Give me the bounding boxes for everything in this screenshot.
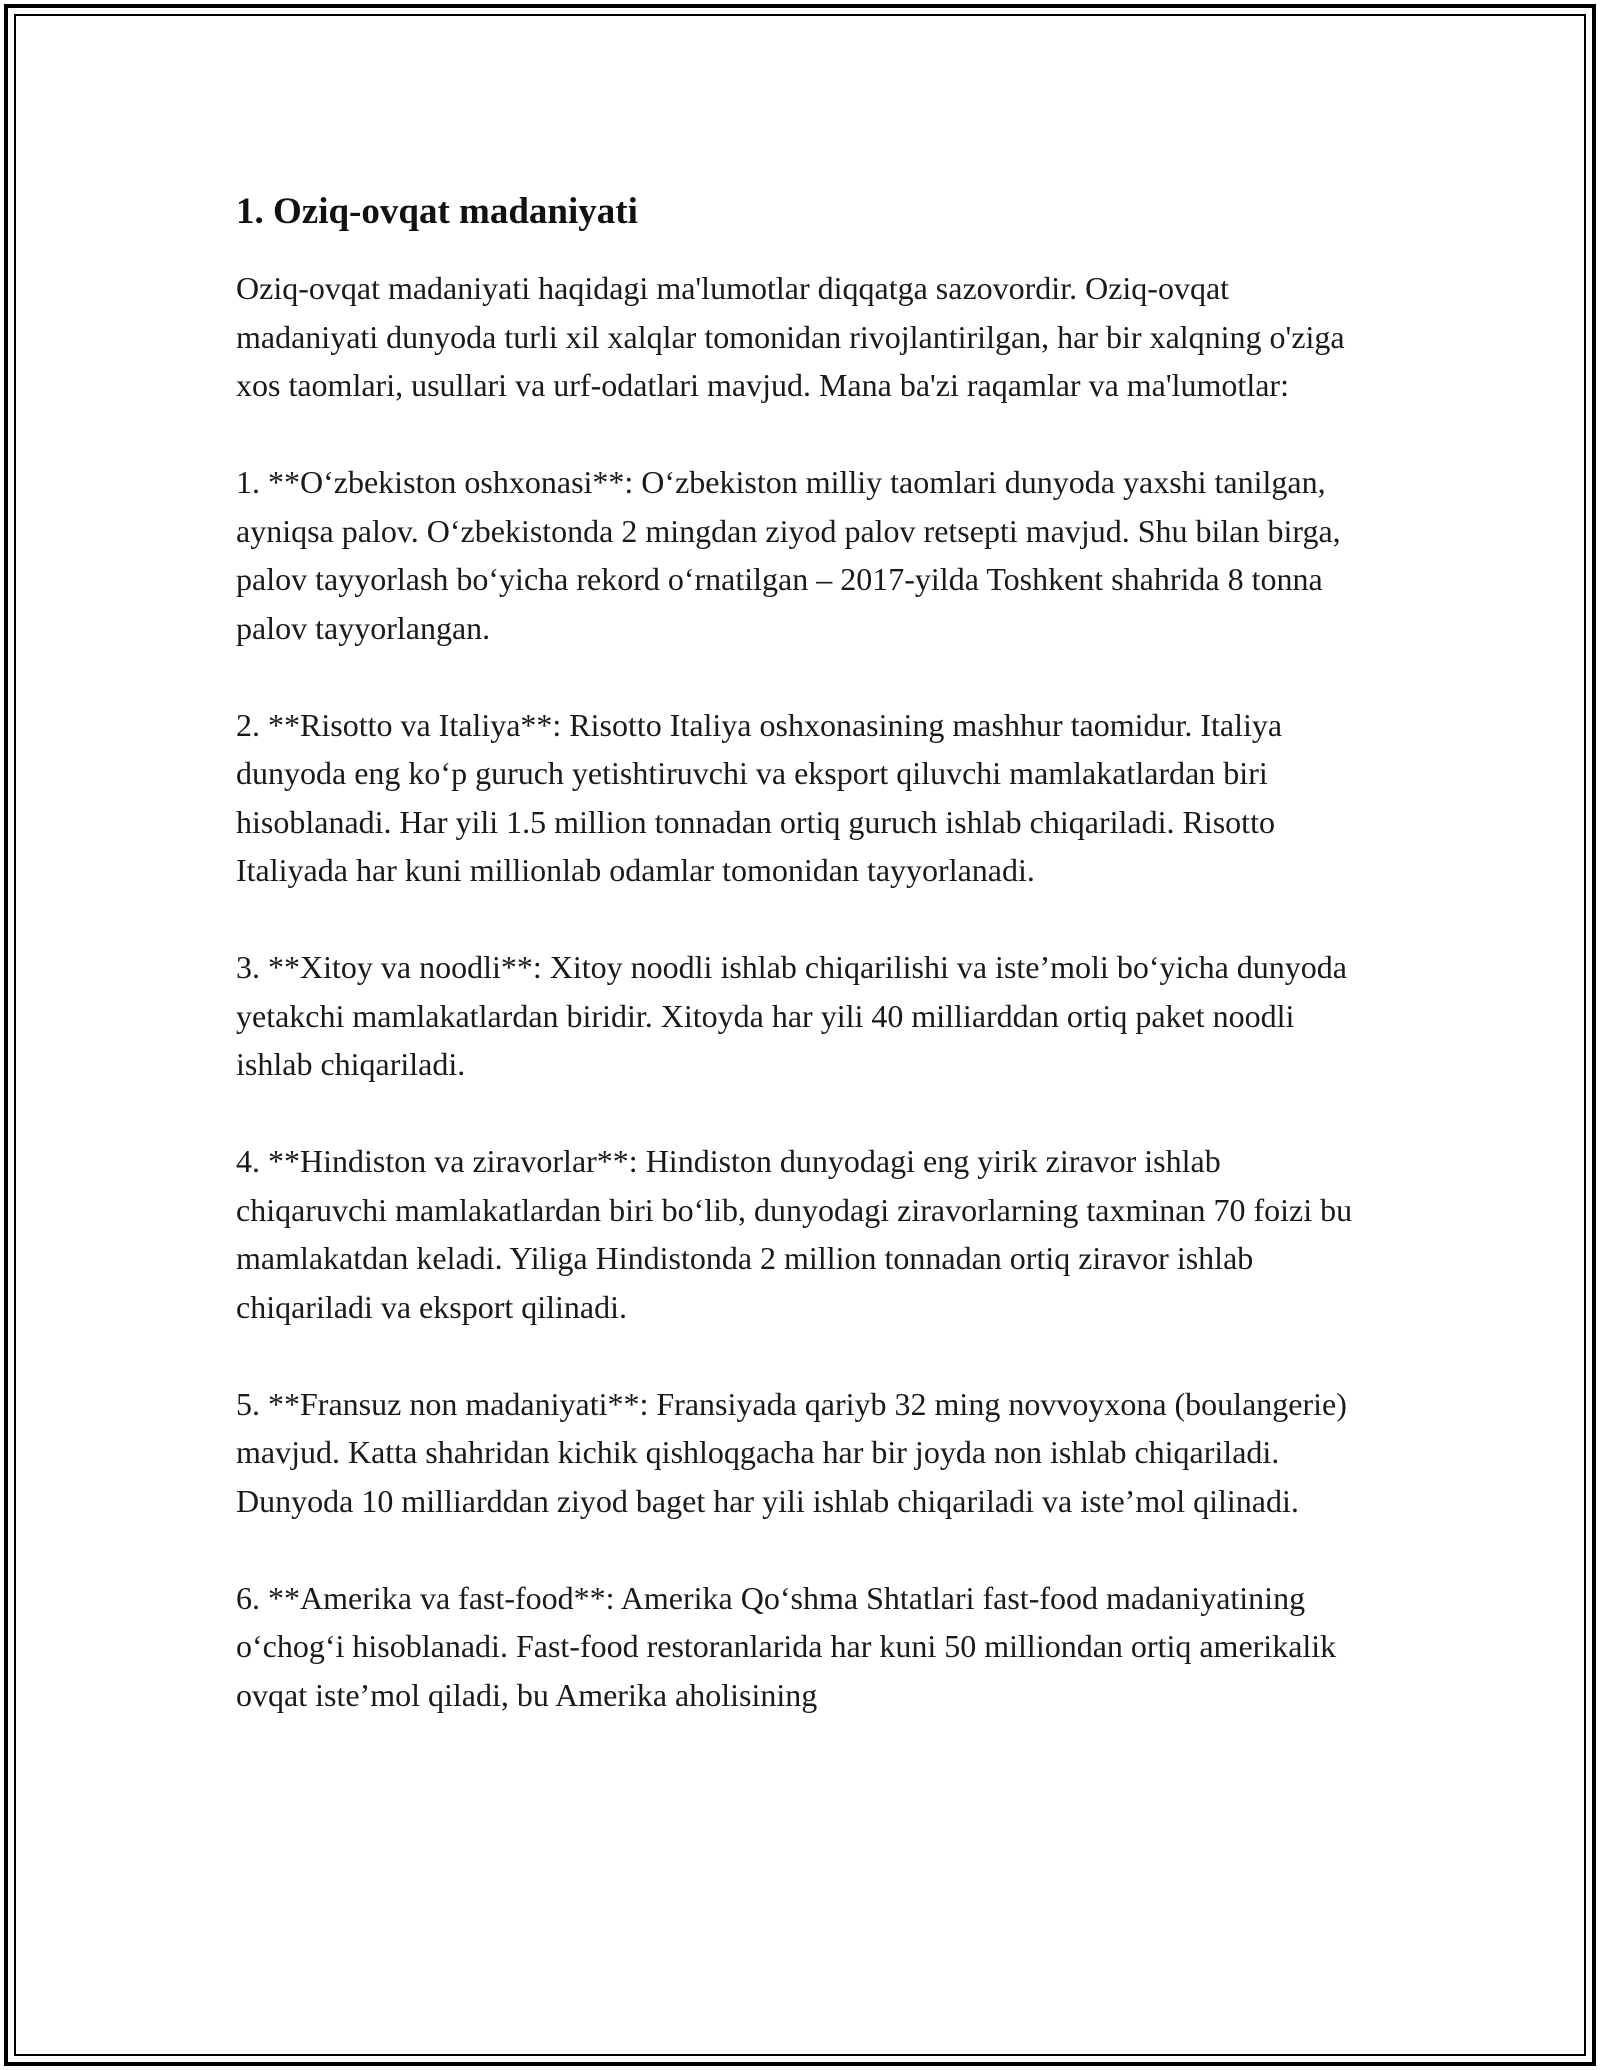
list-item-italy: 2. **Risotto va Italiya**: Risotto Italiya oshxonasining mashhur taomidur. Italiya dunyoda eng koʻp guruch yetishtiruvchi va eksport qiluvchi mamlakatlardan biri hisoblanadi. Har yili 1.5 million tonnadan ortiq guruch ishlab chiqariladi. Risotto Italiyada har kuni millionlab odamlar tomonidan tayyorlanadi.	[236, 706, 1283, 888]
list-item-china: 3. **Xitoy va noodli**: Xitoy noodli ishlab chiqarilishi va iste’moli boʻyicha dunyoda yetakchi mamlakatlardan biridir. Xitoyda har yili 40 milliarddan ortiq paket noodli ishlab chiqariladi.	[236, 949, 1347, 1082]
list-item-france: 5. **Fransuz non madaniyati**: Fransiyada qariyb 32 ming novvoyxona (boulangerie) mavjud. Katta shahridan kichik qishloqgacha har bir joyda non ishlab chiqariladi. Dunyoda 10 milliarddan ziyod baget har yili ishlab chiqariladi va iste’mol qilinadi.	[236, 1385, 1347, 1519]
list-item-india: 4. **Hindiston va ziravorlar**: Hindiston dunyodagi eng yirik ziravor ishlab chiqaruvchi mamlakatlardan biri boʻlib, dunyodagi ziravorlarning taxminan 70 foizi bu mamlakatdan keladi. Yiliga Hindistonda 2 million tonnadan ortiq ziravor ishlab chiqariladi va eksport qilinadi.	[236, 1143, 1353, 1325]
list-item-uzbekistan: 1. **Oʻzbekiston oshxonasi**: Oʻzbekiston milliy taomlari dunyoda yaxshi tanilgan, ayniqsa palov. Oʻzbekistonda 2 mingdan ziyod palov retsepti mavjud. Shu bilan birga, palov tayyorlash boʻyicha rekord oʻrnatilgan – 2017-yilda Toshkent shahrida 8 tonna palov tayyorlangan.	[236, 464, 1341, 646]
section-heading: 1. Oziq-ovqat madaniyati	[236, 191, 638, 232]
intro-paragraph: Oziq-ovqat madaniyati haqidagi ma'lumotlar diqqatga sazovordir. Oziq-ovqat madaniyati dunyoda turli xil xalqlar tomonidan rivojlantirilgan, har bir xalqning o'ziga xos taomlari, usullari va urf-odatlari mavjud. Mana ba'zi raqamlar va ma'lumotlar:	[236, 270, 1345, 403]
document-body	[236, 188, 1366, 1719]
list-item-america: 6. **Amerika va fast-food**: Amerika Qoʻshma Shtatlari fast-food madaniyatining oʻchogʻi hisoblanadi. Fast-food restoranlarida har kuni 50 milliondan ortiq amerikalik ovqat iste’mol qiladi, bu Amerika aholisining	[236, 1579, 1337, 1713]
